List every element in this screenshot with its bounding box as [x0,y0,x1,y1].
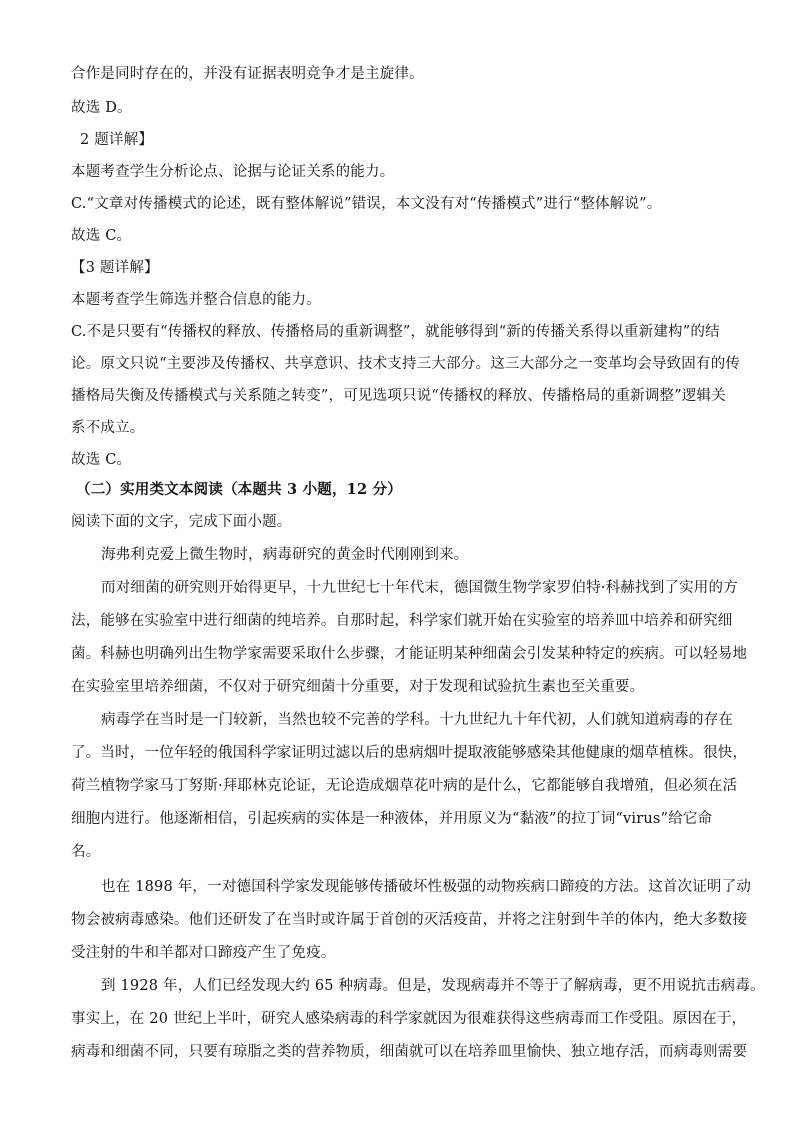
answer-choice: 故选 C。 [71,228,132,244]
section-instruction: 阅读下面的文字，完成下面小题。 [71,514,292,530]
passage-line: 荷兰植物学家马丁努斯·拜耶林克论证，无论造成烟草花叶病的是什么，它都能够自我增殖，但必须在活 [71,778,738,794]
question-2-intro: 本题考查学生分析论点、论据与论证关系的能力。 [71,164,395,180]
passage-line: 事实上，在 20 世纪上半叶，研究人感染病毒的科学家就因为很难获得这些病毒而工作受阻。原因在于， [71,1011,747,1027]
passage-line: 病毒学在当时是一门较新，当然也较不完善的学科。十九世纪九十年代初，人们就知道病毒的存在 [101,712,734,728]
question-2-explanation: C.“文章对传播模式的论述，既有整体解说”错误，本文没有对“传播模式”进行“整体解说”。 [71,196,662,212]
paragraph-line: 合作是同时存在的，并没有证据表明竞争才是主旋律。 [71,66,424,82]
passage-line: 受注射的牛和羊都对口蹄疫产生了免疫。 [71,945,336,961]
answer-choice: 故选 D。 [71,100,132,116]
passage-line: 物会被病毒感染。他们还研发了在当时或许属于首创的灭活疫苗，并将之注射到牛羊的体内，绝大多数接 [71,912,748,928]
passage-line: 菌。科赫也明确列出生物学家需要采取什么步骤，才能证明某种细菌会引发某种特定的疾病。可以轻易地 [71,646,748,662]
question-3-explanation-line: 系不成立。 [71,420,145,436]
question-3-intro: 本题考查学生筛选并整合信息的能力。 [71,292,321,308]
passage-line: 细胞内进行。他逐渐相信，引起疾病的实体是一种液体，并用原义为“黏液”的拉丁词“virus”给它命 [71,811,713,827]
passage-line: 在实验室里培养细菌，不仅对于研究细菌十分重要，对于发现和试验抗生素也至关重要。 [71,679,645,695]
passage-line: 到 1928 年，人们已经发现大约 65 种病毒。但是，发现病毒并不等于了解病毒，更不用说抗击病毒。 [101,978,765,994]
answer-choice: 故选 C。 [71,452,132,468]
passage-line: 了。当时，一位年轻的俄国科学家证明过滤以后的患病烟叶提取液能够感染其他健康的烟草植株。很快， [71,745,748,761]
passage-paragraph: 海弗利克爱上微生物时，病毒研究的黄金时代刚刚到来。 [101,547,469,563]
passage-line: 也在 1898 年，一对德国科学家发现能够传播破坏性极强的动物疾病口蹄疫的方法。这首次证明了动 [101,879,752,895]
passage-line: 法，能够在实验室中进行细菌的纯培养。自那时起，科学家们就开始在实验室的培养皿中培养和研究细 [71,613,733,629]
question-2-header: 2 题详解】 [80,132,154,148]
question-3-header: 【3 题详解】 [71,260,159,276]
passage-line: 病毒和细菌不同，只要有琼脂之类的营养物质，细菌就可以在培养皿里愉快、独立地存活，而病毒则需要 [71,1044,748,1060]
passage-line: 而对细菌的研究则开始得更早，十九世纪七十年代末，德国微生物学家罗伯特·科赫找到了实用的方 [101,580,738,596]
question-3-explanation-line: C.不是只要有“传播权的释放、传播格局的重新调整”，就能够得到“新的传播关系得以重新建构”的结 [71,324,720,340]
question-3-explanation-line: 论。原文只说“主要涉及传播权、共享意识、技术支持三大部分。这三大部分之一变革均会导致固有的传 [71,356,741,372]
section-heading: （二）实用类文本阅读（本题共 3 小题，12 分） [76,481,402,498]
passage-line: 名。 [71,844,101,860]
question-3-explanation-line: 播格局失衡及传播模式与关系随之转变”，可见选项只说“传播权的释放、传播格局的重新调整”逻辑关 [71,388,726,404]
